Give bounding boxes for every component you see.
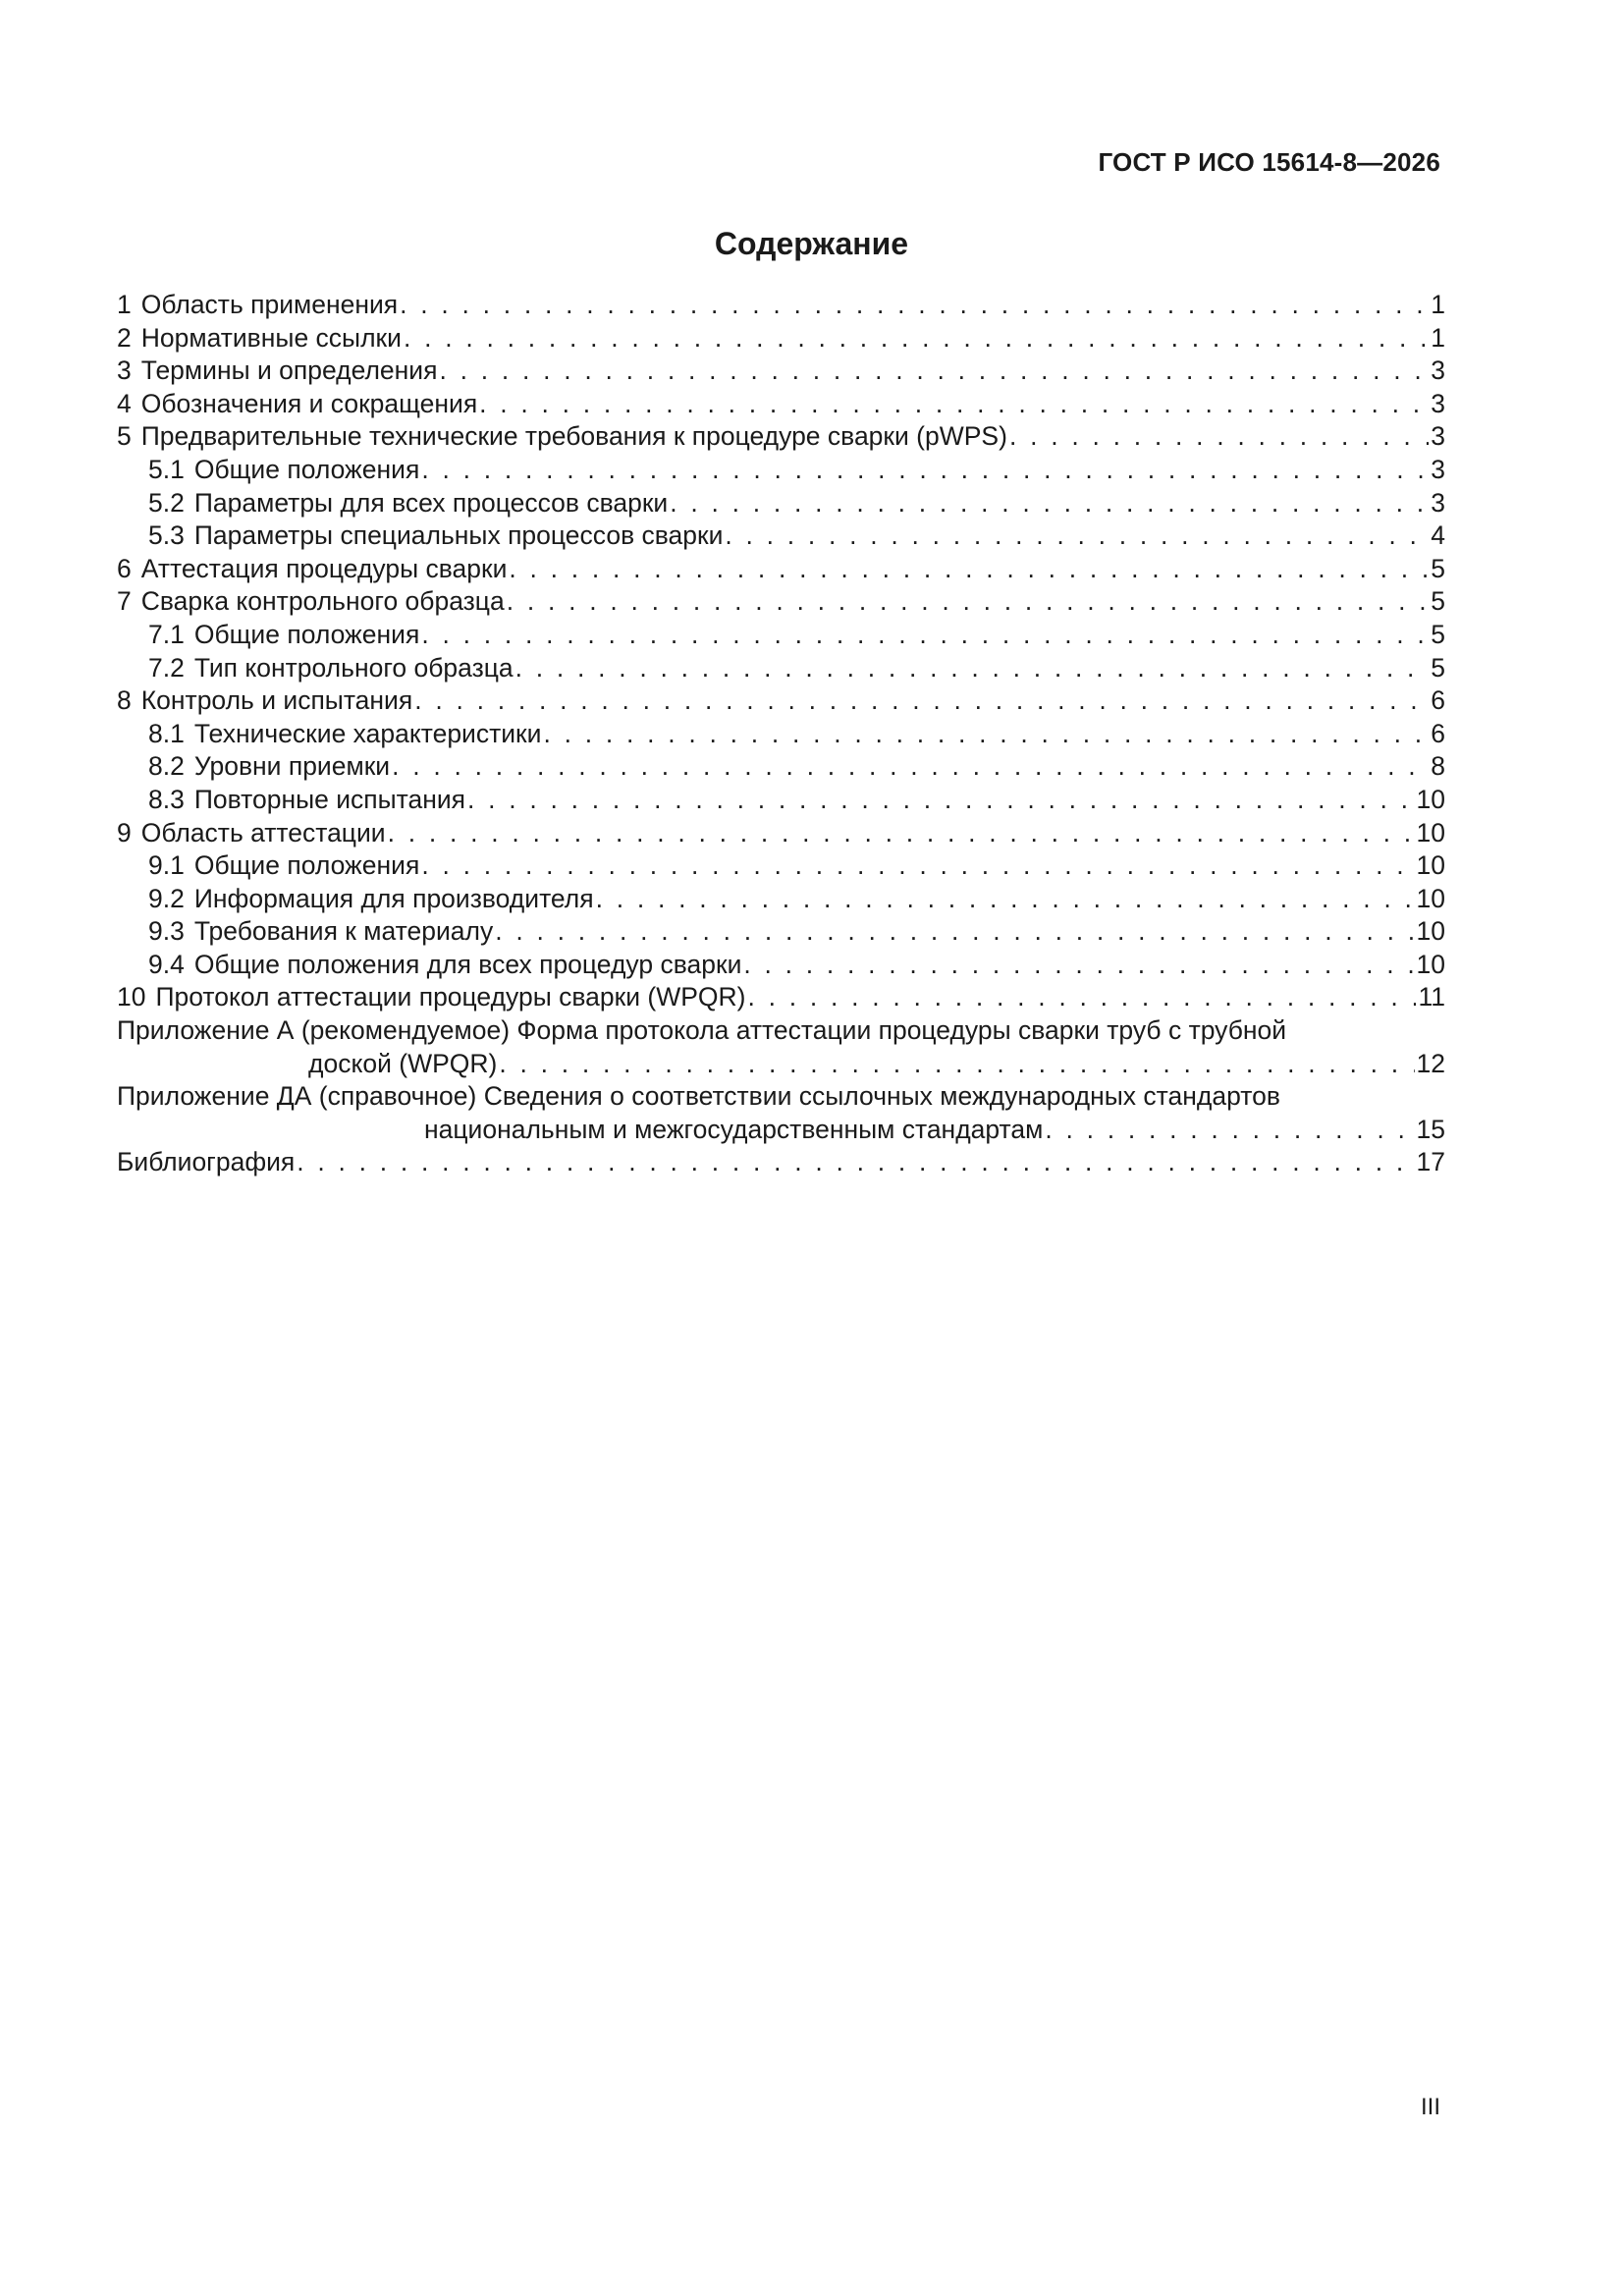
toc-entry-text: Уровни приемки (193, 751, 391, 782)
toc-entry-page: 4 (1431, 520, 1445, 551)
toc-entry-text: Параметры для всех процессов сварки (193, 487, 669, 518)
toc-entry-number: 7 (117, 586, 132, 617)
toc-appendix-a-line1: Приложение А (рекомендуемое) Форма протокола аттестации процедуры сварки труб с трубной (117, 1015, 1287, 1046)
toc-entry[interactable] (117, 915, 1445, 949)
toc-entry-page: 3 (1431, 454, 1445, 484)
dot-leader (404, 322, 1429, 355)
toc-entry-text: Тип контрольного образца (193, 652, 514, 683)
toc-appendix-da-label: национальным и межгосударственным стандартам (424, 1114, 1044, 1144)
toc-entry-number: 9.3 (148, 916, 185, 947)
toc-entry-page: 3 (1431, 421, 1445, 452)
toc-entry[interactable] (117, 652, 1445, 685)
toc-entry-text: Обозначения и сокращения (140, 388, 478, 418)
toc-entry[interactable] (117, 322, 1445, 355)
toc-entry-label (148, 519, 723, 553)
toc-entry-text: Контроль и испытания (140, 685, 413, 716)
toc-appendix-a[interactable] (117, 1014, 1445, 1080)
dot-leader (479, 388, 1429, 421)
toc-bibliography-page: 17 (1416, 1147, 1445, 1177)
toc-entry[interactable] (117, 718, 1445, 751)
toc-entry-page: 10 (1416, 850, 1445, 881)
toc-entry-number: 9.1 (148, 850, 185, 881)
toc-entry[interactable] (117, 289, 1445, 322)
toc-entry-text: Область применения (140, 290, 399, 319)
toc-entry-label (117, 355, 437, 388)
toc-entry-number: 7.2 (148, 652, 185, 683)
toc-entry[interactable] (117, 388, 1445, 421)
toc-entry[interactable] (117, 619, 1445, 652)
table-of-contents (117, 289, 1445, 1179)
toc-entry-label (148, 652, 514, 685)
toc-entry-number: 2 (117, 322, 132, 353)
toc-entry-number: 9.2 (148, 883, 185, 913)
dot-leader (400, 289, 1429, 322)
toc-entry-page: 8 (1431, 751, 1445, 782)
toc-entry-label (148, 454, 419, 487)
toc-entry-page: 5 (1431, 586, 1445, 617)
toc-entry-text: Требования к материалу (193, 916, 494, 947)
toc-entry-text: Термины и определения (140, 355, 438, 386)
toc-entry-page: 3 (1431, 388, 1445, 418)
toc-entry-label (148, 718, 541, 751)
toc-entry-text: Аттестация процедуры сварки (140, 553, 508, 583)
dot-leader (495, 915, 1414, 949)
toc-entry-number: 8 (117, 685, 132, 716)
toc-entry-text: Общие положения (193, 850, 420, 881)
toc-entry-text: Общие положения (193, 619, 420, 649)
toc-entry-page: 1 (1431, 290, 1445, 319)
toc-entry-label (148, 619, 419, 652)
toc-entry[interactable] (117, 585, 1445, 619)
toc-entry-page: 10 (1416, 817, 1445, 847)
toc-entry-label (117, 585, 505, 619)
toc-entry-text: Общие положения для всех процедур сварки (193, 949, 742, 979)
toc-appendix-da[interactable] (117, 1080, 1445, 1146)
toc-entry-number: 5.2 (148, 487, 185, 518)
toc-appendix-da-page: 15 (1416, 1114, 1445, 1144)
toc-entry-label (148, 784, 465, 817)
dot-leader (414, 684, 1429, 718)
toc-entry-number: 9.4 (148, 949, 185, 979)
dot-leader (743, 949, 1414, 982)
toc-entry-number: 5 (117, 421, 132, 452)
dot-leader (1045, 1114, 1414, 1147)
toc-entry[interactable] (117, 949, 1445, 982)
toc-entry-number: 3 (117, 355, 132, 386)
toc-entry[interactable] (117, 355, 1445, 388)
toc-entry-page: 6 (1431, 718, 1445, 748)
toc-entry[interactable] (117, 849, 1445, 883)
toc-entry-label (148, 883, 594, 916)
toc-entry-number: 6 (117, 553, 132, 583)
dot-leader (467, 784, 1414, 817)
toc-bibliography-label: Библиография (117, 1147, 296, 1177)
dot-leader (392, 750, 1429, 784)
dot-leader (388, 817, 1415, 850)
toc-entry-page: 11 (1418, 982, 1445, 1012)
page-number: III (1420, 2094, 1440, 2120)
dot-leader (1009, 420, 1429, 454)
toc-entry[interactable] (117, 487, 1445, 520)
toc-entry-text: Повторные испытания (193, 784, 466, 814)
toc-entry-label (117, 388, 477, 421)
toc-entry-label (117, 817, 386, 850)
toc-entry-label (148, 750, 390, 784)
dot-leader (509, 553, 1429, 586)
dot-leader (596, 883, 1415, 916)
toc-entry-page: 1 (1431, 322, 1445, 353)
toc-entry-number: 10 (117, 982, 146, 1012)
dot-leader (543, 718, 1429, 751)
toc-entry-label (117, 684, 412, 718)
dot-leader (499, 1048, 1414, 1081)
toc-entry-text: Нормативные ссылки (140, 322, 402, 353)
toc-entry-page: 10 (1416, 883, 1445, 913)
dot-leader (725, 519, 1429, 553)
toc-entry[interactable] (117, 750, 1445, 784)
page-title: Содержание (714, 226, 909, 261)
toc-entry-text: Информация для производителя (193, 883, 594, 913)
toc-entry-text: Предварительные технические требования к процедуре сварки (pWPS) (140, 421, 1007, 452)
toc-entry-number: 7.1 (148, 619, 185, 649)
toc-entry[interactable] (117, 784, 1445, 817)
toc-entry-page: 3 (1431, 487, 1445, 518)
dot-leader (421, 454, 1429, 487)
toc-appendix-da-line2 (117, 1114, 1445, 1147)
toc-entry-label (117, 981, 746, 1014)
toc-entry-text: Технические характеристики (193, 718, 542, 748)
dot-leader (515, 652, 1430, 685)
toc-appendix-a-line2 (117, 1048, 1445, 1081)
dot-leader (507, 585, 1430, 619)
dot-leader (297, 1146, 1414, 1179)
document-code: ГОСТ Р ИСО 15614-8—2026 (1098, 147, 1440, 177)
toc-entry-page: 3 (1431, 355, 1445, 386)
dot-leader (748, 981, 1417, 1014)
toc-entry[interactable] (117, 553, 1445, 586)
toc-entry-text: Область аттестации (140, 817, 386, 847)
toc-entry-number: 4 (117, 388, 132, 418)
toc-entry-label (148, 949, 741, 982)
toc-entry-page: 10 (1416, 784, 1445, 814)
toc-entry-number: 5.1 (148, 454, 185, 484)
toc-entry-page: 10 (1416, 916, 1445, 947)
dot-leader (421, 849, 1414, 883)
toc-entries (117, 289, 1445, 1014)
toc-entry[interactable] (117, 883, 1445, 916)
toc-appendix-a-page: 12 (1416, 1048, 1445, 1078)
toc-entry-number: 8.3 (148, 784, 185, 814)
toc-entry-text: Сварка контрольного образца (140, 586, 505, 617)
toc-entry-number: 9 (117, 817, 132, 847)
toc-entry-page: 5 (1431, 619, 1445, 649)
dot-leader (421, 619, 1429, 652)
toc-entry-number: 1 (117, 290, 132, 319)
toc-entry[interactable] (117, 817, 1445, 850)
toc-entry-text: Общие положения (193, 454, 420, 484)
toc-entry-label (148, 487, 668, 520)
toc-entry-text: Параметры специальных процессов сварки (193, 520, 724, 551)
toc-appendix-a-label: доской (WPQR) (308, 1048, 498, 1078)
toc-entry[interactable] (117, 684, 1445, 718)
dot-leader (439, 355, 1429, 388)
toc-bibliography[interactable] (117, 1146, 1445, 1179)
dot-leader (670, 487, 1429, 520)
toc-entry[interactable] (117, 981, 1445, 1014)
toc-entry-label (117, 553, 507, 586)
toc-appendix-da-line1: Приложение ДА (справочное) Сведения о соответствии ссылочных международных стандартов (117, 1081, 1280, 1112)
toc-entry-label (148, 849, 419, 883)
toc-entry[interactable] (117, 454, 1445, 487)
toc-entry[interactable] (117, 420, 1445, 454)
toc-entry-label (117, 289, 398, 322)
toc-entry-label (117, 420, 1007, 454)
toc-entry-number: 5.3 (148, 520, 185, 551)
toc-entry-text: Протокол аттестации процедуры сварки (WPQR) (155, 982, 746, 1012)
toc-entry-number: 8.2 (148, 751, 185, 782)
toc-entry[interactable] (117, 519, 1445, 553)
toc-entry-number: 8.1 (148, 718, 185, 748)
toc-entry-page: 5 (1431, 652, 1445, 683)
toc-entry-page: 10 (1416, 949, 1445, 979)
toc-entry-label (117, 322, 402, 355)
toc-entry-label (148, 915, 493, 949)
toc-entry-page: 6 (1431, 685, 1445, 716)
toc-entry-page: 5 (1431, 553, 1445, 583)
